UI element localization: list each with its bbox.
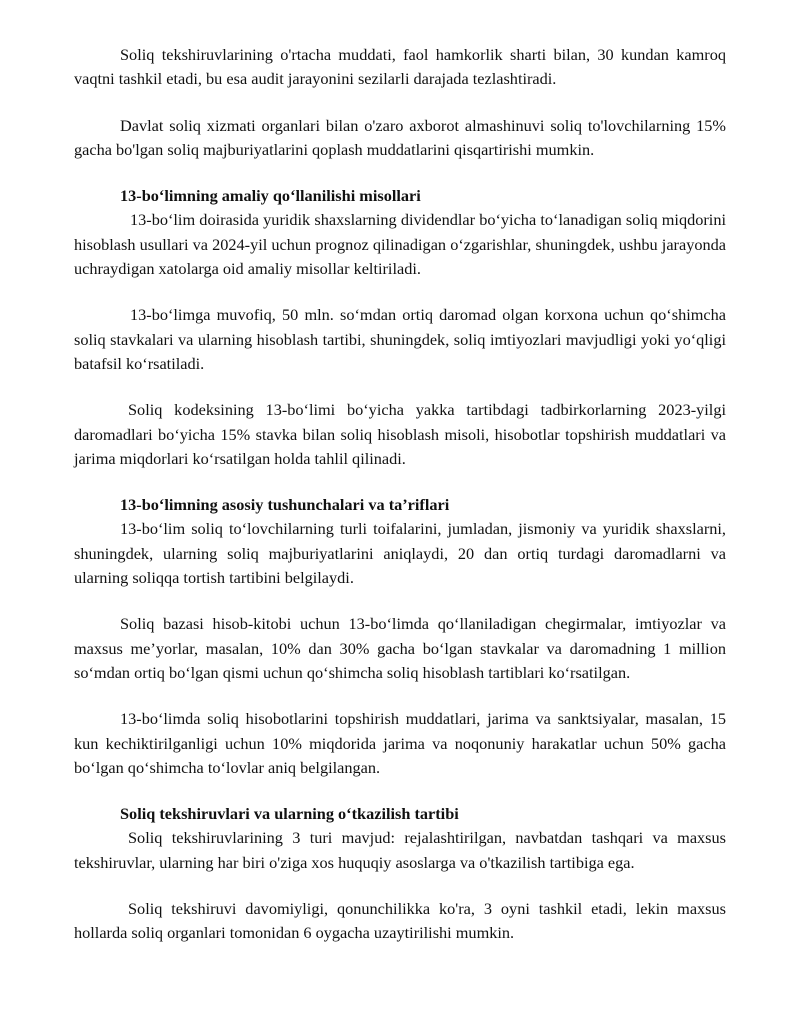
paragraph: 13-boʻlim soliq toʻlovchilarning turli toifalarini, jumladan, jismoniy va yuridik shaxslarni, shuningdek, ularning soliq majburiyatlarini aniqlaydi, 20 dan ortiq turdagi daromadlarni va ularning soliqqa tortish tartibini belgilaydi.	[74, 519, 726, 588]
paragraph: Soliq tekshiruvlarining 3 turi mavjud: rejalashtirilgan, navbatdan tashqari va maxsus tekshiruvlar, ularning har biri o'ziga xos huquqiy asoslarga va o'tkazilish tartibiga ega.	[74, 828, 726, 872]
paragraph: Soliq tekshiruvlarining o'rtacha muddati, faol hamkorlik sharti bilan, 30 kundan kamroq vaqtni tashkil etadi, bu esa audit jarayonini sezilarli darajada tezlashtiradi.	[74, 45, 726, 89]
paragraph: 13-boʻlimda soliq hisobotlarini topshirish muddatlari, jarima va sanktsiyalar, masalan, 15 kun kechiktirilganligi uchun 10% miqdorida jarima va noqonuniy harakatlar uchun 50% gacha boʻlgan qoʻshimcha toʻlovlar aniq belgilangan.	[74, 709, 726, 777]
paragraph: Soliq tekshiruvi davomiyligi, qonunchilikka ko'ra, 3 oyni tashkil etadi, lekin maxsus hollarda soliq organlari tomonidan 6 oygacha uzaytirilishi mumkin.	[74, 899, 726, 943]
paragraph: 13-boʻlim doirasida yuridik shaxslarning dividendlar boʻyicha toʻlanadigan soliq miqdorini hisoblash usullari va 2024-yil uchun prognoz qilinadigan oʻzgarishlar, shuningdek, ushbu jarayonda uchraydigan xatolarga oid amaliy misollar keltiriladi.	[74, 210, 726, 279]
paragraph: Soliq bazasi hisob-kitobi uchun 13-boʻlimda qoʻllaniladigan chegirmalar, imtiyozlar va maxsus meʼyorlar, masalan, 10% dan 30% gacha boʻlgan stavkalar va daromadning 1 million soʻmdan ortiq boʻlgan qismi uchun qoʻshimcha soliq hisoblash tartiblari koʻrsatilgan.	[74, 614, 726, 682]
paragraph: Soliq kodeksining 13-boʻlimi boʻyicha yakka tartibdagi tadbirkorlarning 2023-yilgi daromadlari boʻyicha 15% stavka bilan soliq hisoblash misoli, hisobotlar topshirish muddatlari va jarima miqdorlari koʻrsatilgan holda tahlil qilinadi.	[74, 400, 726, 468]
section-heading: Soliq tekshiruvlari va ularning oʻtkazilish tartibi	[120, 804, 459, 824]
paragraph: Davlat soliq xizmati organlari bilan o'zaro axborot almashinuvi soliq to'lovchilarning 15% gacha bo'lgan soliq majburiyatlarini qoplash muddatlarini qisqartirishi mumkin.	[74, 115, 726, 159]
document-page	[74, 43, 726, 946]
section-heading: 13-boʻlimning amaliy qoʻllanilishi misollari	[120, 186, 421, 206]
section-heading: 13-boʻlimning asosiy tushunchalari va taʼriflari	[120, 495, 450, 515]
paragraph: 13-boʻlimga muvofiq, 50 mln. soʻmdan ortiq daromad olgan korxona uchun qoʻshimcha soliq stavkalari va ularning hisoblash tartibi, shuningdek, soliq imtiyozlari mavjudligi yoki yoʻqligi batafsil koʻrsatiladi.	[74, 305, 726, 373]
